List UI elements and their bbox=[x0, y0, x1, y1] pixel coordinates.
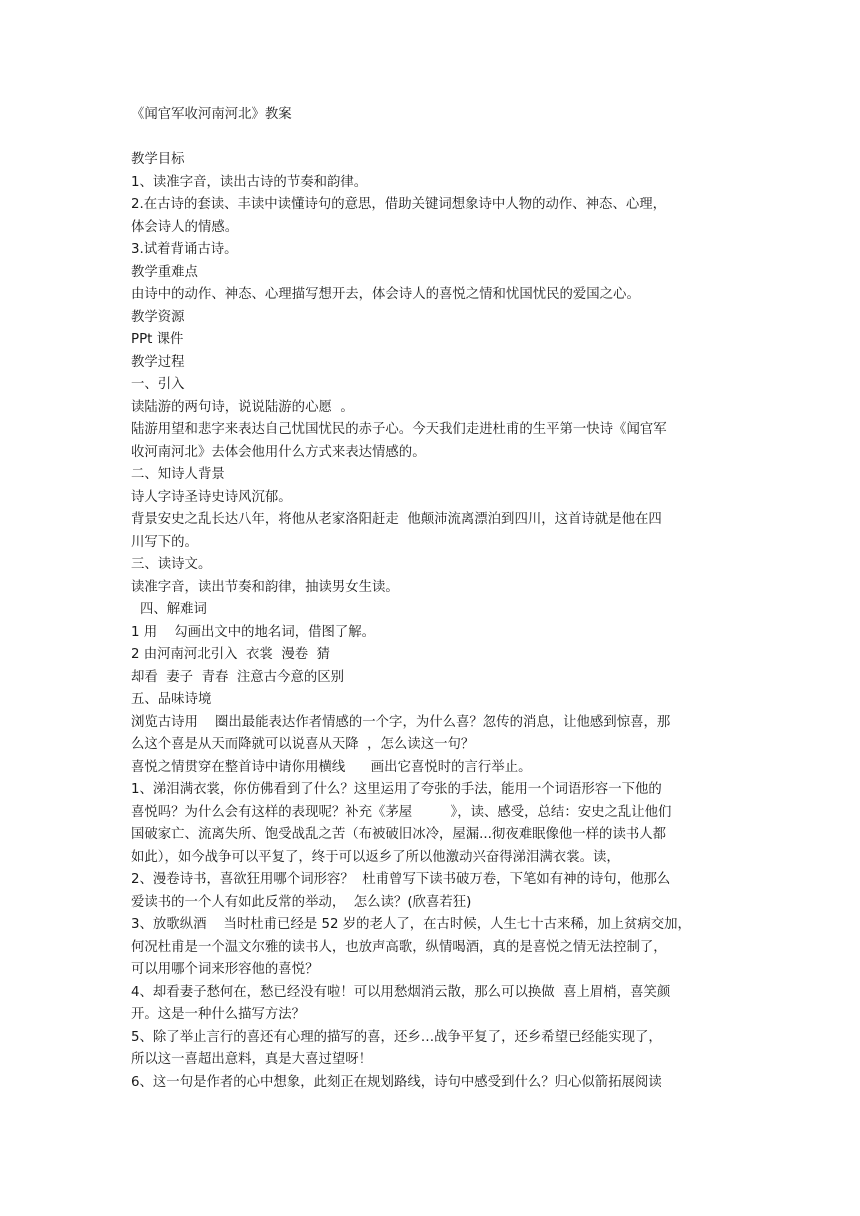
section-heading: 三、读诗文。 bbox=[131, 557, 212, 572]
paragraph-line: 3、放歌纵酒 当时杜甫已经是 52 岁的老人了，在古时候，人生七十古来稀，加上贫病交加， bbox=[131, 917, 691, 932]
paragraph-line: 川写下的。 bbox=[131, 534, 198, 550]
section-heading: 四、解难词 bbox=[140, 602, 207, 617]
section-heading: 二、知诗人背景 bbox=[131, 467, 225, 482]
paragraph-line: 读准字音，读出节奏和韵律，抽读男女生读。 bbox=[131, 579, 399, 595]
section-heading: 五、品味诗境 bbox=[131, 692, 212, 707]
paragraph-line: 可以用哪个词来形容他的喜悦？ bbox=[131, 962, 319, 977]
paragraph-line: 浏览古诗用 圈出最能表达作者情感的一个字，为什么喜？忽传的消息，让他感到惊喜，那 bbox=[131, 714, 671, 730]
paragraph-line: 2.在古诗的套读、丰读中读懂诗句的意思，借助关键词想象诗中人物的动作、神态、心理， bbox=[131, 197, 667, 212]
paragraph-line: 2、漫卷诗书，喜欲狂用哪个词形容？ 杜甫曾写下读书破万卷，下笔如有神的诗句，他那么 bbox=[131, 872, 671, 887]
heading-key-points: 教学重难点 bbox=[131, 264, 198, 280]
paragraph-line: 4、却看妻子愁何在，愁已经没有啦！可以用愁烟消云散，那么可以换做 喜上眉梢，喜笑颜 bbox=[131, 984, 671, 1000]
paragraph-line: 收河南河北》去体会他用什么方式来表达情感的。 bbox=[131, 444, 426, 460]
paragraph-line: 何况杜甫是一个温文尔雅的读书人，也放声高歌，纵情喝酒，真的是喜悦之情无法控制了， bbox=[131, 939, 667, 955]
paragraph-line: 读陆游的两句诗，说说陆游的心愿 。 bbox=[131, 399, 354, 415]
paragraph-line: 开。这是一种什么描写方法？ bbox=[131, 1007, 306, 1022]
paragraph-line: 么这个喜是从天而降就可以说喜从天降 ，怎么读这一句？ bbox=[131, 737, 475, 752]
section-heading: 一、引入 bbox=[131, 377, 185, 392]
paragraph-line: 体会诗人的情感。 bbox=[131, 219, 239, 235]
document-page bbox=[131, 104, 736, 1094]
paragraph-line: PPt 课件 bbox=[131, 332, 184, 347]
paragraph-line: 诗人字诗圣诗史诗风沉郁。 bbox=[131, 489, 292, 505]
heading-teaching-goals: 教学目标 bbox=[131, 152, 185, 167]
paragraph-line: 5、除了举止言行的喜还有心理的描写的喜，还乡…战争平复了，还乡希望已经能实现了， bbox=[131, 1029, 662, 1045]
paragraph-line: 陆游用望和悲字来表达自己忧国忧民的赤子心。今天我们走进杜甫的生平第一快诗《闻官军 bbox=[131, 422, 667, 437]
paragraph-line: 1、涕泪满衣裳，你仿佛看到了什么？这里运用了夸张的手法，能用一个词语形容一下他的 bbox=[131, 782, 662, 797]
paragraph-line: 6、这一句是作者的心中想象，此刻正在规划路线，诗句中感受到什么？归心似箭拓展阅读 bbox=[131, 1074, 662, 1090]
heading-resources: 教学资源 bbox=[131, 309, 185, 325]
paragraph-line: 2 由河南河北引入 衣裳 漫卷 猜 bbox=[131, 647, 331, 662]
paragraph-line: 背景安史之乱长达八年，将他从老家洛阳赶走 他颠沛流离漂泊到四川，这首诗就是他在四 bbox=[131, 512, 662, 527]
document-title: 《闻官军收河南河北》教案 bbox=[131, 107, 292, 122]
paragraph-line: 喜悦之情贯穿在整首诗中请你用横线 画出它喜悦时的言行举止。 bbox=[131, 759, 532, 775]
paragraph-line: 却看 妻子 青春 注意古今意的区别 bbox=[131, 669, 345, 685]
paragraph-line: 1、读准字音，读出古诗的节奏和韵律。 bbox=[131, 174, 368, 190]
paragraph-line: 喜悦吗？为什么会有这样的表现呢？补充《茅屋 》，读、感受，总结：安史之乱让他们 bbox=[131, 804, 672, 820]
heading-process: 教学过程 bbox=[131, 354, 185, 370]
paragraph-line: 3.试着背诵古诗。 bbox=[131, 242, 238, 257]
paragraph-line: 由诗中的动作、神态、心理描写想开去，体会诗人的喜悦之情和忧国忧民的爱国之心。 bbox=[131, 287, 640, 302]
paragraph-line: 所以这一喜超出意料，真是大喜过望呀！ bbox=[131, 1052, 373, 1067]
paragraph-line: 1 用 勾画出文中的地名词，借图了解。 bbox=[131, 624, 376, 640]
paragraph-line: 爱读书的一个人有如此反常的举动， 怎么读？(欣喜若狂) bbox=[131, 894, 472, 910]
paragraph-line: 如此），如今战争可以平复了，终于可以返乡了所以他激动兴奋得涕泪满衣裳。读， bbox=[131, 849, 620, 865]
paragraph-line: 国破家亡、流离失所、饱受战乱之苦（布被破旧冰冷，屋漏...彻夜难眠像他一样的读书人都 bbox=[131, 827, 667, 842]
